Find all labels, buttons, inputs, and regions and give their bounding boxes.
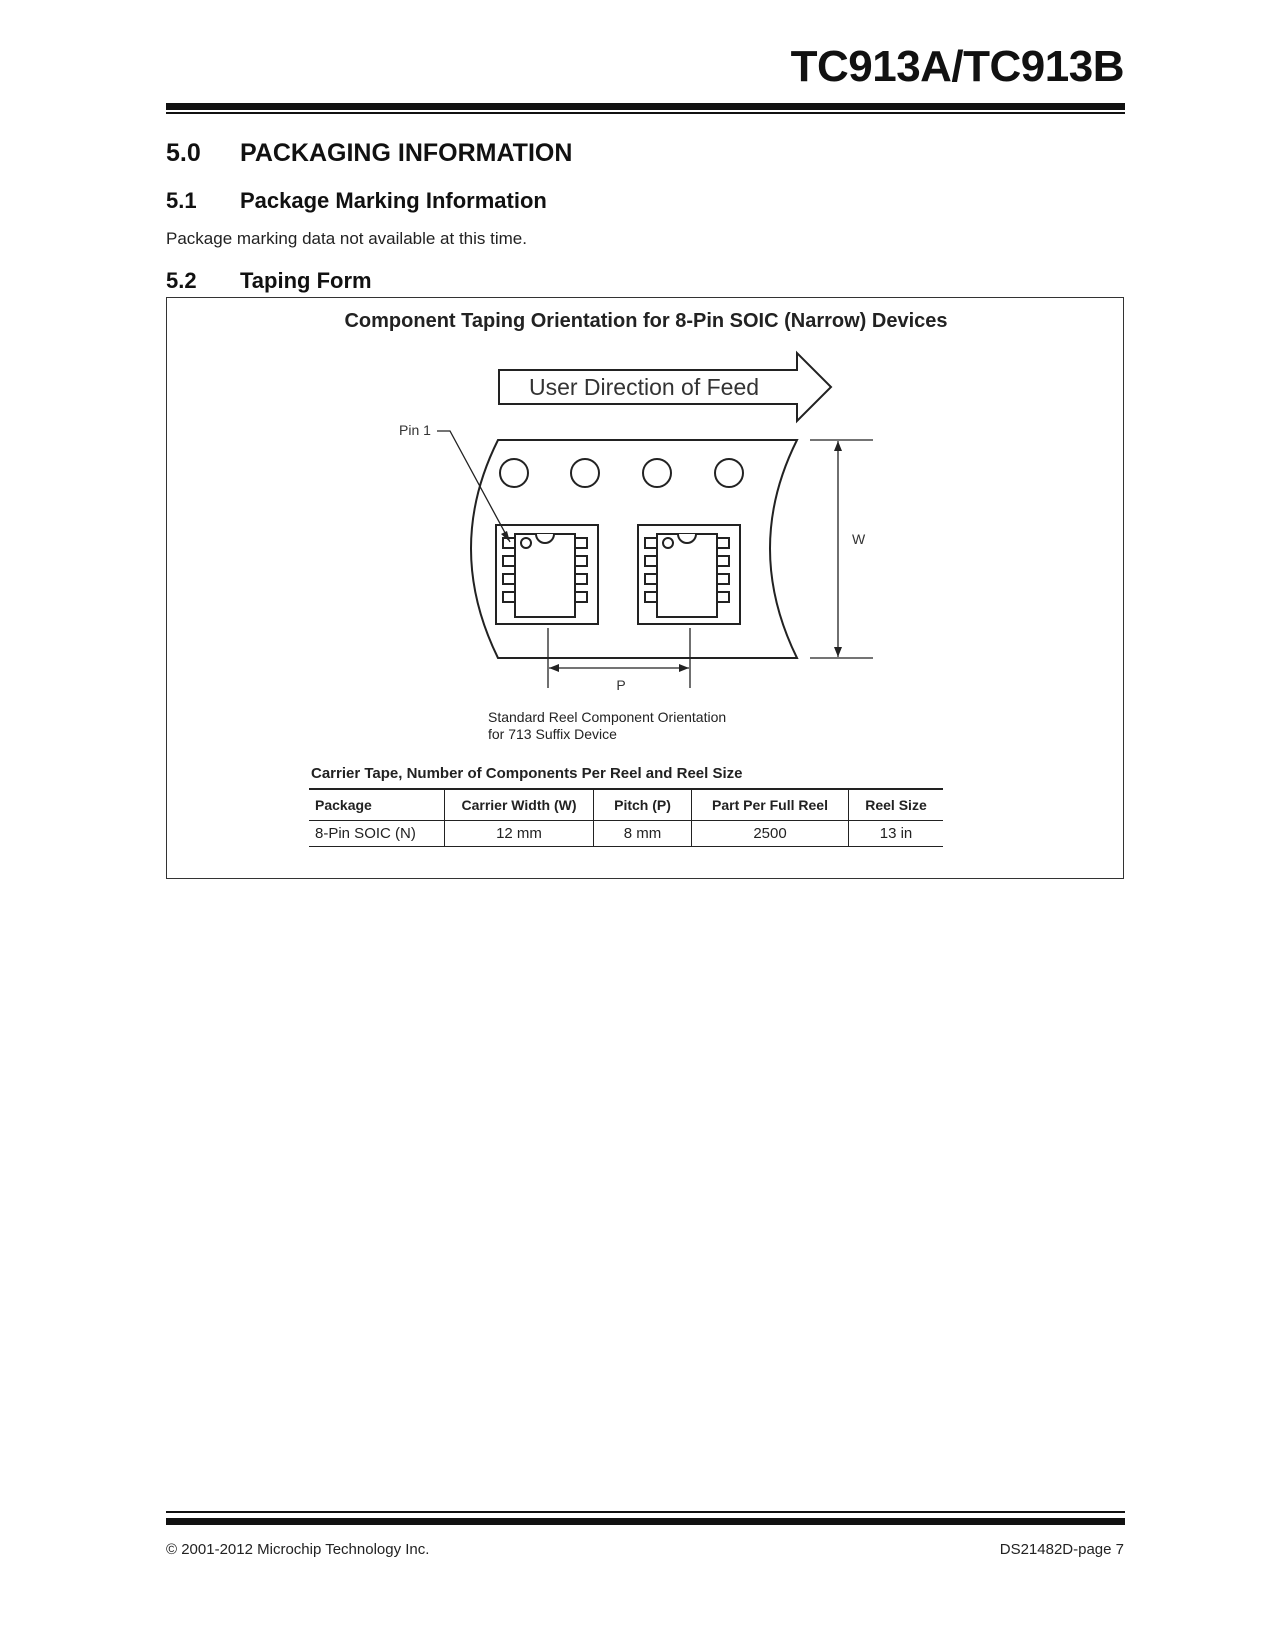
figure-title: Component Taping Orientation for 8-Pin SOIC (Narrow) Devices: [344, 310, 948, 332]
carrier-tape-table: [309, 788, 943, 847]
section-5-0-title: PACKAGING INFORMATION: [240, 139, 573, 167]
section-5-1-title: Package Marking Information: [240, 188, 547, 213]
table-cell: 13 in: [849, 821, 944, 847]
column-header: Pitch (P): [594, 789, 692, 821]
taping-figure: [166, 297, 1124, 879]
footer-copyright: © 2001-2012 Microchip Technology Inc.: [166, 1541, 430, 1558]
table-cell: 2500: [692, 821, 849, 847]
feed-direction-label: User Direction of Feed: [528, 374, 760, 400]
carrier-tape: [471, 440, 797, 658]
footer-rule-thin: [166, 1511, 1125, 1513]
table-cell: 12 mm: [445, 821, 594, 847]
column-header: Part Per Full Reel: [692, 789, 849, 821]
footer-page-number: DS21482D-page 7: [999, 1541, 1124, 1558]
header-rule-thin: [166, 112, 1125, 114]
section-5-2-number: 5.2: [166, 268, 197, 293]
package-marking-text: Package marking data not available at this time.: [166, 229, 527, 248]
width-label: W: [852, 531, 866, 547]
section-5-1-number: 5.1: [166, 188, 197, 213]
figure-caption-line-1: Standard Reel Component Orientation: [488, 709, 727, 725]
section-5-2-title: Taping Form: [240, 268, 372, 293]
header-rule-thick: [166, 103, 1125, 110]
footer-rule-thick: [166, 1518, 1125, 1525]
table-title: Carrier Tape, Number of Components Per Reel and Reel Size: [311, 765, 743, 782]
pitch-label: P: [616, 677, 626, 693]
table-header-row: [309, 789, 943, 821]
column-header: Carrier Width (W): [445, 789, 594, 821]
pin1-label: Pin 1: [399, 422, 431, 438]
section-5-0-number: 5.0: [166, 139, 201, 167]
table-row: [309, 821, 943, 847]
column-header: Reel Size: [849, 789, 944, 821]
document-title: TC913A/TC913B: [790, 42, 1124, 91]
table-cell: 8 mm: [594, 821, 692, 847]
column-header: Package: [309, 789, 445, 821]
table-cell: 8-Pin SOIC (N): [315, 825, 416, 842]
width-dimension: [810, 440, 873, 658]
figure-caption-line-2: for 713 Suffix Device: [488, 726, 617, 742]
